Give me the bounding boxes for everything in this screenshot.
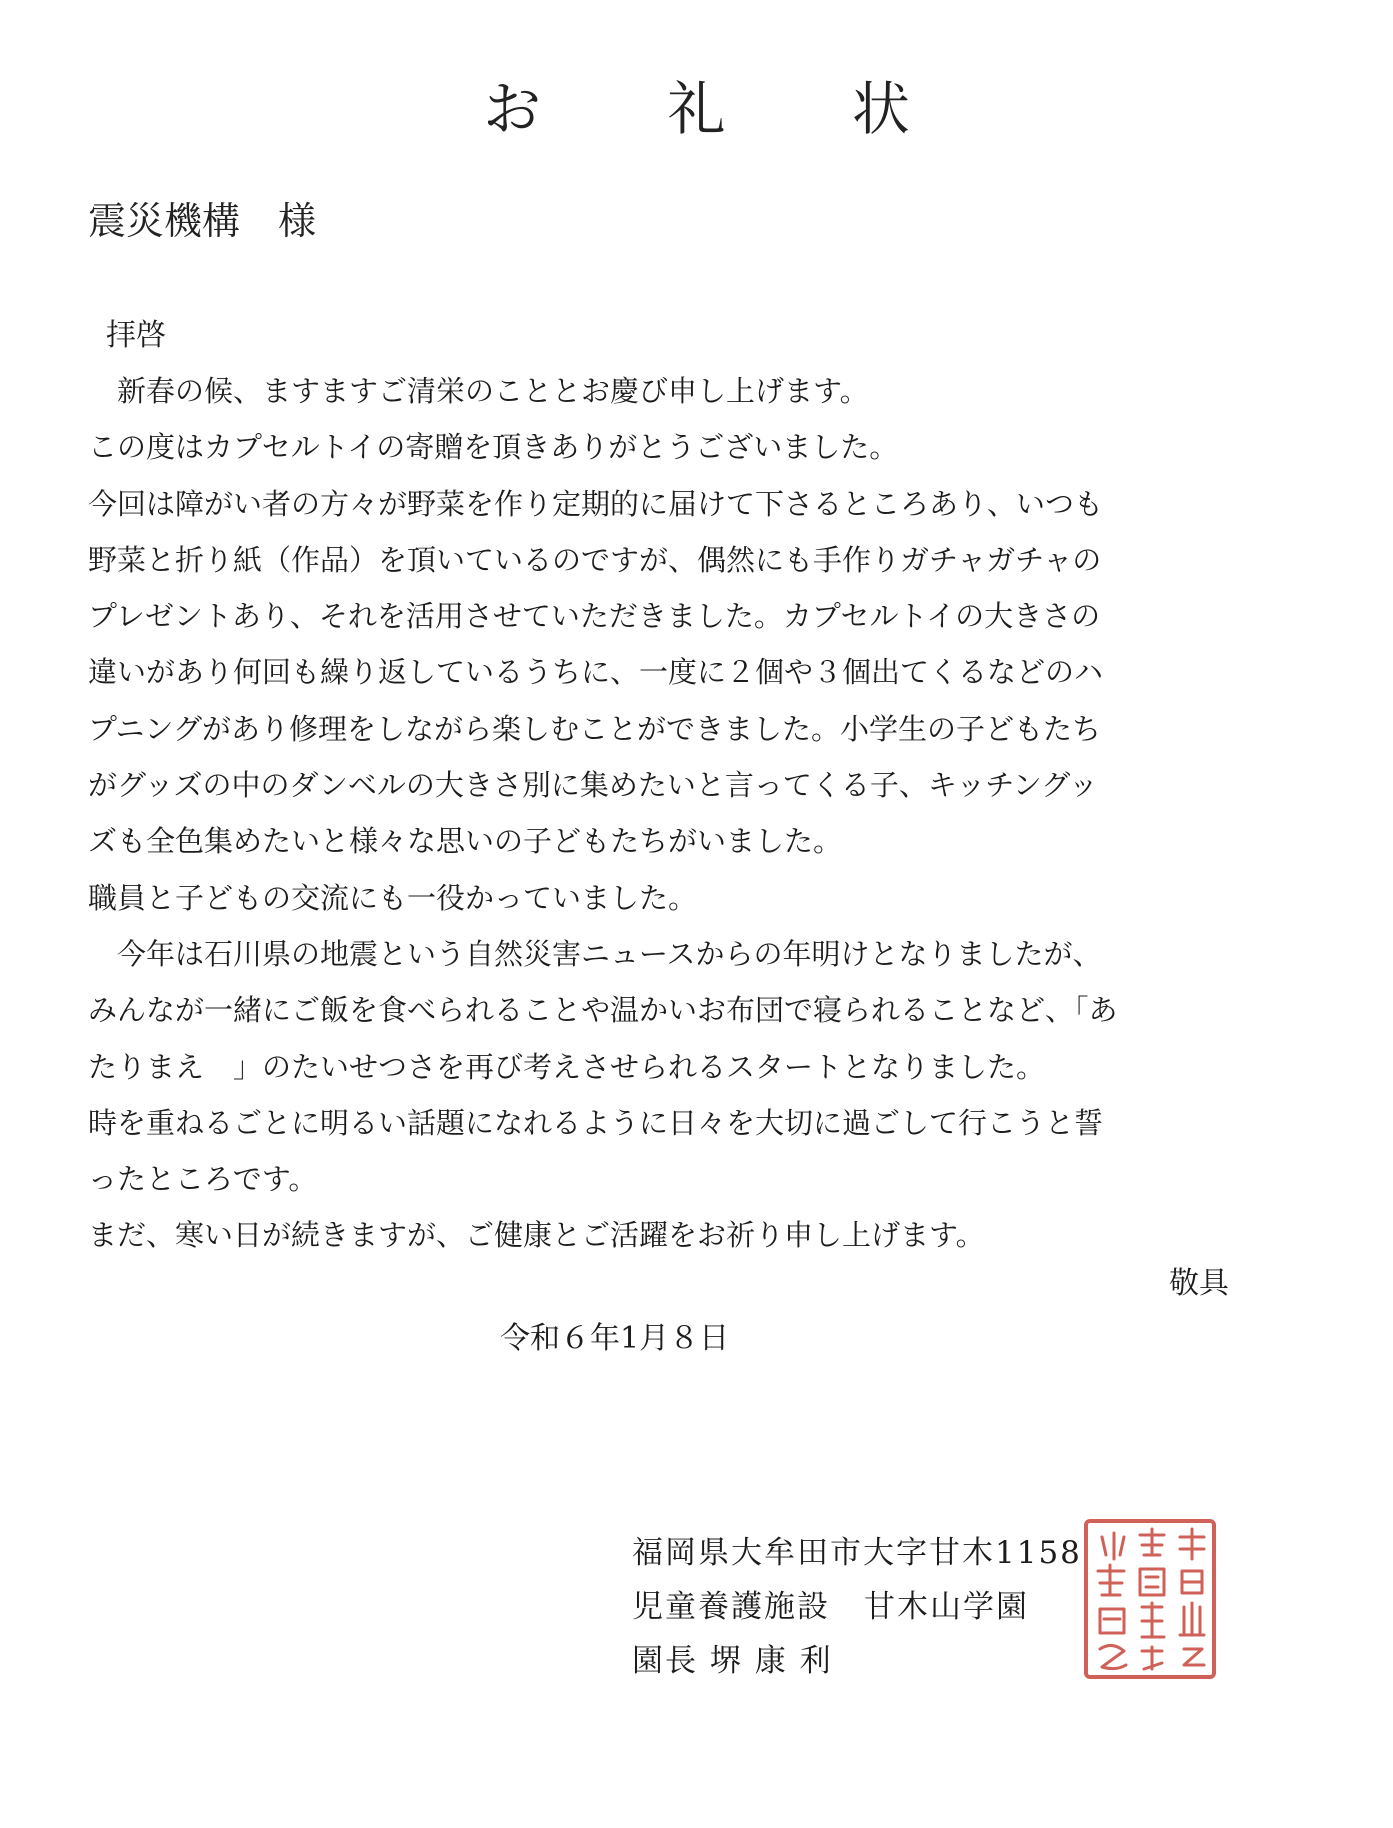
body-line: 新春の候、ますますご清栄のこととお慶び申し上げます。 (88, 374, 869, 408)
signatory-name-1: 堺 (709, 1643, 743, 1679)
body-line: みんなが一緒にご飯を食べられることや温かいお布団で寝られることなど、「あ (88, 993, 1118, 1028)
signatory-name-2: 康 (754, 1643, 788, 1679)
recipient-name: 震災機構 (88, 199, 241, 243)
sender-signatory (632, 1634, 1082, 1688)
facility-name: 甘木山学園 (864, 1589, 1029, 1625)
letter-date: 令和６年1月８日 (500, 1321, 730, 1356)
signatory-name-3: 利 (799, 1643, 833, 1679)
opening-salutation: 拝啓 (106, 318, 166, 353)
body-line: ズも全色集めたいと様々な思いの子どもたちがいました。 (88, 824, 843, 859)
letter-body (88, 363, 1313, 1264)
recipient (88, 190, 316, 245)
body-line: 職員と子どもの交流にも一役かっていました。 (88, 880, 698, 915)
body-line: がグッズの中のダンベルの大きさ別に集めたいと言ってくる子、キッチングッ (88, 768, 1098, 803)
body-line: まだ、寒い日が続きますが、ご健康とご活躍をお祈り申し上げます。 (88, 1218, 985, 1253)
recipient-honorific: 様 (278, 199, 317, 243)
letter-title: お 礼 状 (483, 75, 964, 143)
body-line: ったところです。 (88, 1162, 318, 1197)
facility-type: 児童養護施設 (632, 1589, 830, 1625)
sender-facility (632, 1580, 1082, 1634)
closing-salutation: 敬具 (1169, 1266, 1229, 1301)
body-line: たりまえ 」のたいせつさを再び考えさせられるスタートとなりました。 (88, 1049, 1046, 1084)
body-line: 今回は障がい者の方々が野菜を作り定期的に届けて下さるところあり、いつも (88, 486, 1104, 521)
body-line: 今年は石川県の地震という自然災害ニュースからの年明けとなりましたが、 (88, 936, 1102, 971)
sender-block (632, 1526, 1082, 1688)
body-line: 時を重ねるごとに明るい話題になれるように日々を大切に過ごして行こうと誓 (88, 1105, 1104, 1140)
body-line: プニングがあり修理をしながら楽しむことができました。小学生の子どもたち (88, 711, 1101, 746)
body-line: 野菜と折り紙（作品）を頂いているのですが、偶然にも手作りガチャガチャの (88, 542, 1102, 577)
body-line: この度はカプセルトイの寄贈を頂きありがとうございました。 (88, 430, 899, 465)
body-line: プレゼントあり、それを活用させていただきました。カプセルトイの大きさの (88, 599, 1101, 634)
sender-address: 福岡県大牟田市大字甘木1158 (632, 1535, 1082, 1571)
signatory-role: 園長 (632, 1643, 698, 1679)
body-line: 違いがあり何回も繰り返しているうちに、一度に２個や３個出てくるなどのハ (88, 655, 1104, 690)
official-seal-stamp (1080, 1515, 1220, 1683)
